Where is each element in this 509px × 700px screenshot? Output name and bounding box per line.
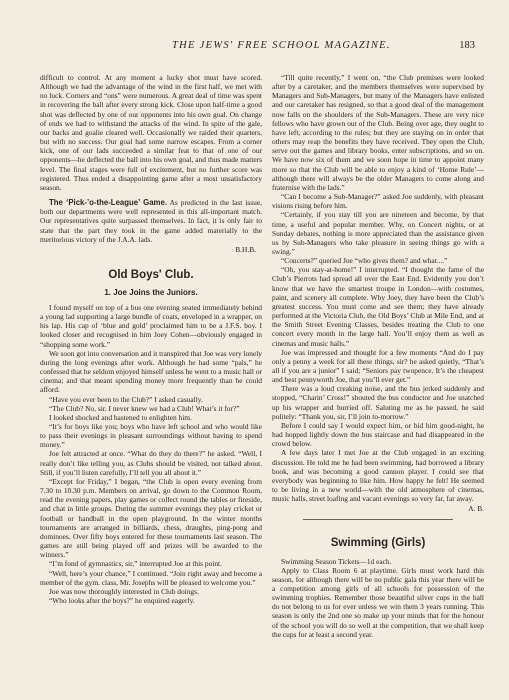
running-header (40, 40, 475, 56)
pick-signature: B.H.B. (235, 244, 256, 254)
story-paragraph: “Have you ever been to the Club?” I asked casually. (49, 394, 203, 404)
right-column (272, 73, 484, 673)
story-paragraph: “Oh, you stay-at-home!” I interrupted. “I thought the fame of the Club’s Pierrots had spread all over the East End. Evidently you don’t know that we have the smartest troupe in London—with costumes, paint, and scenery all complete. Why Joey, they have been the Club’s greatest success. You must come and see them; they have already performed at the Victoria Club, the Old Boys’ Club at Mile End, and at the Smith Street Evening Classes, besides treating the Club to one concert every month in the large hall. You’ll enjoy them as well as cinemas and music halls.” (272, 265, 484, 348)
pick-paragraph (40, 198, 262, 244)
story-paragraph: Joe felt attracted at once. “What do they do there?” he asked. “Well, I really don’t like telling you, as Clubs should be visited, not talked about. Still, if you’ll listen carefully, I’ll tell you all about it.” (40, 449, 262, 477)
old-boys-club-heading: Old Boys' Club. (108, 268, 194, 281)
left-column (40, 73, 262, 673)
story-paragraph: “Except for Friday,” I began, “the Club is open every evening from 7.30 to 10.30 p.m. Members on arrival, go down to the Common Room, read the evening papers, play games or collect round the tables or fireside, and chat in little groups. During the summer evenings they play cricket or football or handball in the open playground. In the winter months tournaments are arranged in billiards, chess, draughts, ping-pong and dominoes. Over fifty boys entered for these tournaments last season. The games are still being played off and prizes will be awarded to the winners.” (40, 476, 262, 560)
page-number: 183 (459, 40, 475, 51)
swimming-heading: Swimming (Girls) (330, 536, 426, 549)
story-signature: A. B. (468, 504, 484, 514)
story-paragraph: “The Club? No, sir. I never knew we had a Club! What’s it for?” (49, 403, 240, 413)
magazine-title: THE JEWS' FREE SCHOOL MAGAZINE. (172, 40, 391, 51)
story-paragraph: “Till quite recently,” I went on, “the Club premises were looked after by a caretaker, and the members themselves were supervised by Managers and Sub-Managers, but many of the Managers have enlisted and our caretaker has resigned, so that a good deal of the management now falls on the shoulders of the Sub-Managers. These are very nice fellows who have grown out of the Club. Being over age, they ought to have left, according to the rules; but they are staying on in order that others may reap the benefits they have received. They open the Club, serve out the games and library books, enter subscriptions, and so on. We have now six of them and we soon hope in time to appoint many more so that the Club will be able to enjoy a kind of ‘Home Rule’—although there will always be the older Managers to come along and fraternise with the lads.” (272, 73, 484, 192)
story-paragraph: I looked shocked and hastened to enlighten him. (49, 412, 192, 422)
story-paragraph: Joe was impressed and thought for a few moments “And do I pay only a penny a week for all these things, sir? he asked quietly, “That’s all if you are a junior” I said; “Seniors pay twopence. It’s the cheapest and best pennyworth Joe, that you’ll ever get.” (272, 347, 484, 385)
story-paragraph: “Concerts?” queried Joe “who gives them? and what....” (281, 256, 448, 266)
swimming-paragraph: Swimming Season Tickets—1d each. (281, 556, 392, 566)
story-paragraph: “I’m fond of gymnastics, sir,” interrupted Joe at this point. (49, 559, 222, 569)
story-paragraph: “Who looks after the boys?” he enquired eagerly. (49, 595, 195, 605)
football-report: difficult to control. At any moment a lucky shot must have scored. Although we had the advantage of the wind in the first half, we met with no luck. Corners and “ons” were numerous. A great deal of time was spent in recovering the ball after every strong kick. Close upon half-time a good shot was deflected by one of our opponents into his own goal. On change of ends we had to withstand the attacks of the wind. In spite of the gale, our backs and goalie cleared well. Occasionally we raided their quarters, but with no success. Our goal had some narrow escapes. From a corner kick, one of our lads succeeded a similar feat to that of one of our opponents—he deflected the ball into his own goal, and thus made matters level. The final stages were full of excitement, but no further score was registered. Thus ended a disappointing game after a most unsatisfactory season. (40, 73, 262, 192)
pick-text: As predicted in the last issue, both our departments were well represented in this all-important match. Our representatives quite surpassed themselves. In fact, it is only fair to state that the part they took in the game added materially to the meritorious victory of the J.A.A. lads. (40, 198, 262, 244)
story-paragraph: Joe was now thoroughly interested in Club doings. (49, 586, 199, 596)
story-paragraph: There was a loud creaking noise, and the bus jerked suddenly and stopped, “Charin’ Cross!” shouted the bus conductor and Joe snatched up his wrapper and hurried off. Saluting me as he passed, he said politely: “Thank you, sir, I’ll join to-morrow.” (272, 384, 484, 421)
story-paragraph: “It’s for boys like you; boys who have left school and who would like to pass their evenings in pleasant surroundings without having to spend money.” (40, 422, 262, 450)
story-subheading: 1. Joe Joins the Juniors. (104, 287, 198, 297)
swimming-paragraph: Apply to Class Room 6 at playtime. Girls must work hard this season, for although there will be no public gala this year there will be a competition among girls of all schools for possession of the swimming trophies. Remember those beautiful silver cups in the hall do not belong to us for ever unless we win them 3 years running. This season is only the 2nd one so make up your minds that for the honour of the school you will do so well at the competition, that we shall keep the cups for at least a second year. (272, 565, 484, 639)
story-paragraph: I found myself on top of a bus one evening seated immediately behind a young lad supporting a large bundle of coats, enveloped in a wrapper, on his lap. His cap of ‘blue and gold’ proclaimed him to be a J.F.S. boy. I looked closer and recognised in him Joey Cohen—obviously engaged in “shopping some work.” (40, 302, 262, 349)
story-paragraph: “Well, here’s your chance,” I continued. “Join right away and become a member of the gym. class, Mr. Josephs will be pleased to welcome you.” (40, 568, 262, 587)
story-paragraph: “Can I become a Sub-Manager?” asked Joe suddenly, with pleasant visions rising before him. (272, 192, 484, 211)
story-paragraph: A few days later I met Joe at the Club engaged in an exciting discussion. He told me he had been swimming, had borrowed a library book, and was becoming a good cannon player. I could see that everybody was beginning to like him. How happy he felt! He seemed to be living in a new world—with the old atmosphere of cinemas, music halls, street loafing and vacant evenings so very far, far away. (272, 448, 484, 504)
story-paragraph: “Certainly, if you stay till you are nineteen and become, by that time, a useful and popular member. Why, on Concert nights, or at Sunday debates, nothing is more appreciated than the assistance given us by Sub-Managers who take pleasure in seeing things go with a swing.” (272, 210, 484, 256)
story-paragraph: We soon got into conversation and it transpired that Joe was very lonely during the long evenings after work. Although he had some “pals,” he confessed that he seldom enjoyed himself unless he went to a music hall or cinema; and that meant spending money more frequently than he could afford. (40, 348, 262, 395)
story-paragraph: Before I could say I would expect him, or bid him good-night, he had hopped lightly down the bus staircase and had disappeared in the crowd below. (272, 420, 484, 449)
pick-heading: The ‘Pick-’o-the-League’ Game. (49, 198, 167, 208)
